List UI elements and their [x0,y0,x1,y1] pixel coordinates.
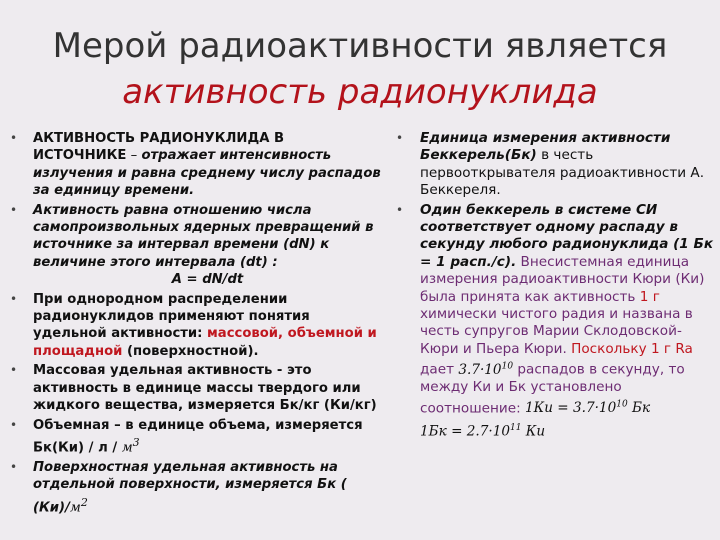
mass-activity-text: Массовая удельная активность - это активность в единице массы твердого или жидкого вещества, измеряется Бк/кг (Ки/кг) [33,363,377,414]
radium-gram: Поскольку 1 г Ra [571,340,693,357]
bq-ci-unit: Ки [521,423,546,440]
activity-heading: АКТИВНОСТЬ РАДИОНУКЛИДА В ИСТОЧНИКЕ [33,131,285,164]
bullet: • [396,131,404,145]
bq-ci-base: 1Бк = 2.7·10 [420,423,511,440]
left-item-5 [10,417,382,457]
surface-activity-text: Поверхностная удельная активность на отдельной поверхности, измеряется Бк ( (Ки)/ [33,459,347,515]
bullet: • [10,202,18,217]
left-item-4 [10,362,382,414]
slide-title [0,24,720,116]
left-item-2 [10,202,382,289]
uniform-distribution-text: При однородном распределении радионуклидов применяют понятия удельной активности: [33,291,310,342]
decay-rate-power: 10 [501,361,514,372]
bullet: • [10,131,18,145]
si-becquerel-definition: Один беккерель в системе СИ соответствует одному распаду в секунду любого радионуклида (1 Бк = 1 расп./с). [420,201,714,270]
activity-definition: отражает интенсивность излучения и равна среднему числу распадов за единицу времени. [33,148,381,199]
decay-rate-base: 3.7·10 [458,361,502,378]
bq-ci-power: 11 [510,422,522,433]
becquerel-to-curie [420,420,714,441]
bullet: • [10,459,18,474]
volume-unit: м [121,440,133,456]
curie-to-becquerel [525,400,650,416]
curie-text: Внесистемная единица измерения радиоактивности Кюри (Ки) была принята как активность [420,253,705,305]
left-item-6 [10,459,382,517]
right-column [396,130,714,443]
unit-becquerel: Единица измерения активности Беккерель(Бк) [420,130,671,164]
ci-bq-power: 10 [616,399,628,410]
dash: – [126,148,142,164]
surface-unit-power: 2 [80,495,88,509]
right-item-2 [396,202,714,441]
activity-ratio-text: Активность равна отношению числа самопроизвольных ядерных превращений в источнике за интервал времени (dN) к величине этого интервала (dt) : [33,202,374,270]
ci-bq-unit: Бк [627,400,651,417]
title-line-1: Мерой радиоактивности является [52,26,668,66]
title-line-2: активность радионуклида [122,72,598,112]
bullet: • [396,202,404,217]
activity-types: массовой, объемной и площадной [33,326,377,359]
activity-formula: A = dN/dt [171,272,244,288]
curie-naming: химически чистого радия и названа в честь супругов Марии Склодовской-Кюри и Пьера Кюри. [420,306,693,357]
gives-text: дает [420,361,459,378]
left-column [10,130,382,518]
surface-unit: м [69,499,81,515]
bullet: • [10,363,18,378]
ci-bq-base: 1Ки = 3.7·10 [525,400,617,417]
left-item-3 [10,291,382,361]
one-gram: 1 г [639,288,660,305]
becquerel-honor: в честь первооткрывателя радиоактивности А. Беккереля. [420,147,705,199]
volume-unit-power: 3 [132,435,140,449]
relation-text: распадов в секунду, то между Ки и Бк установлено соотношение: [420,361,685,417]
decay-rate [458,362,513,378]
left-item-1 [10,130,382,200]
volume-activity-text: Объемная – в единице объема, измеряется Бк(Ки) / л / [33,417,363,456]
bullet: • [10,417,18,432]
bullet: • [10,291,18,306]
surface-note: (поверхностной). [122,343,259,359]
right-item-1 [396,130,714,200]
